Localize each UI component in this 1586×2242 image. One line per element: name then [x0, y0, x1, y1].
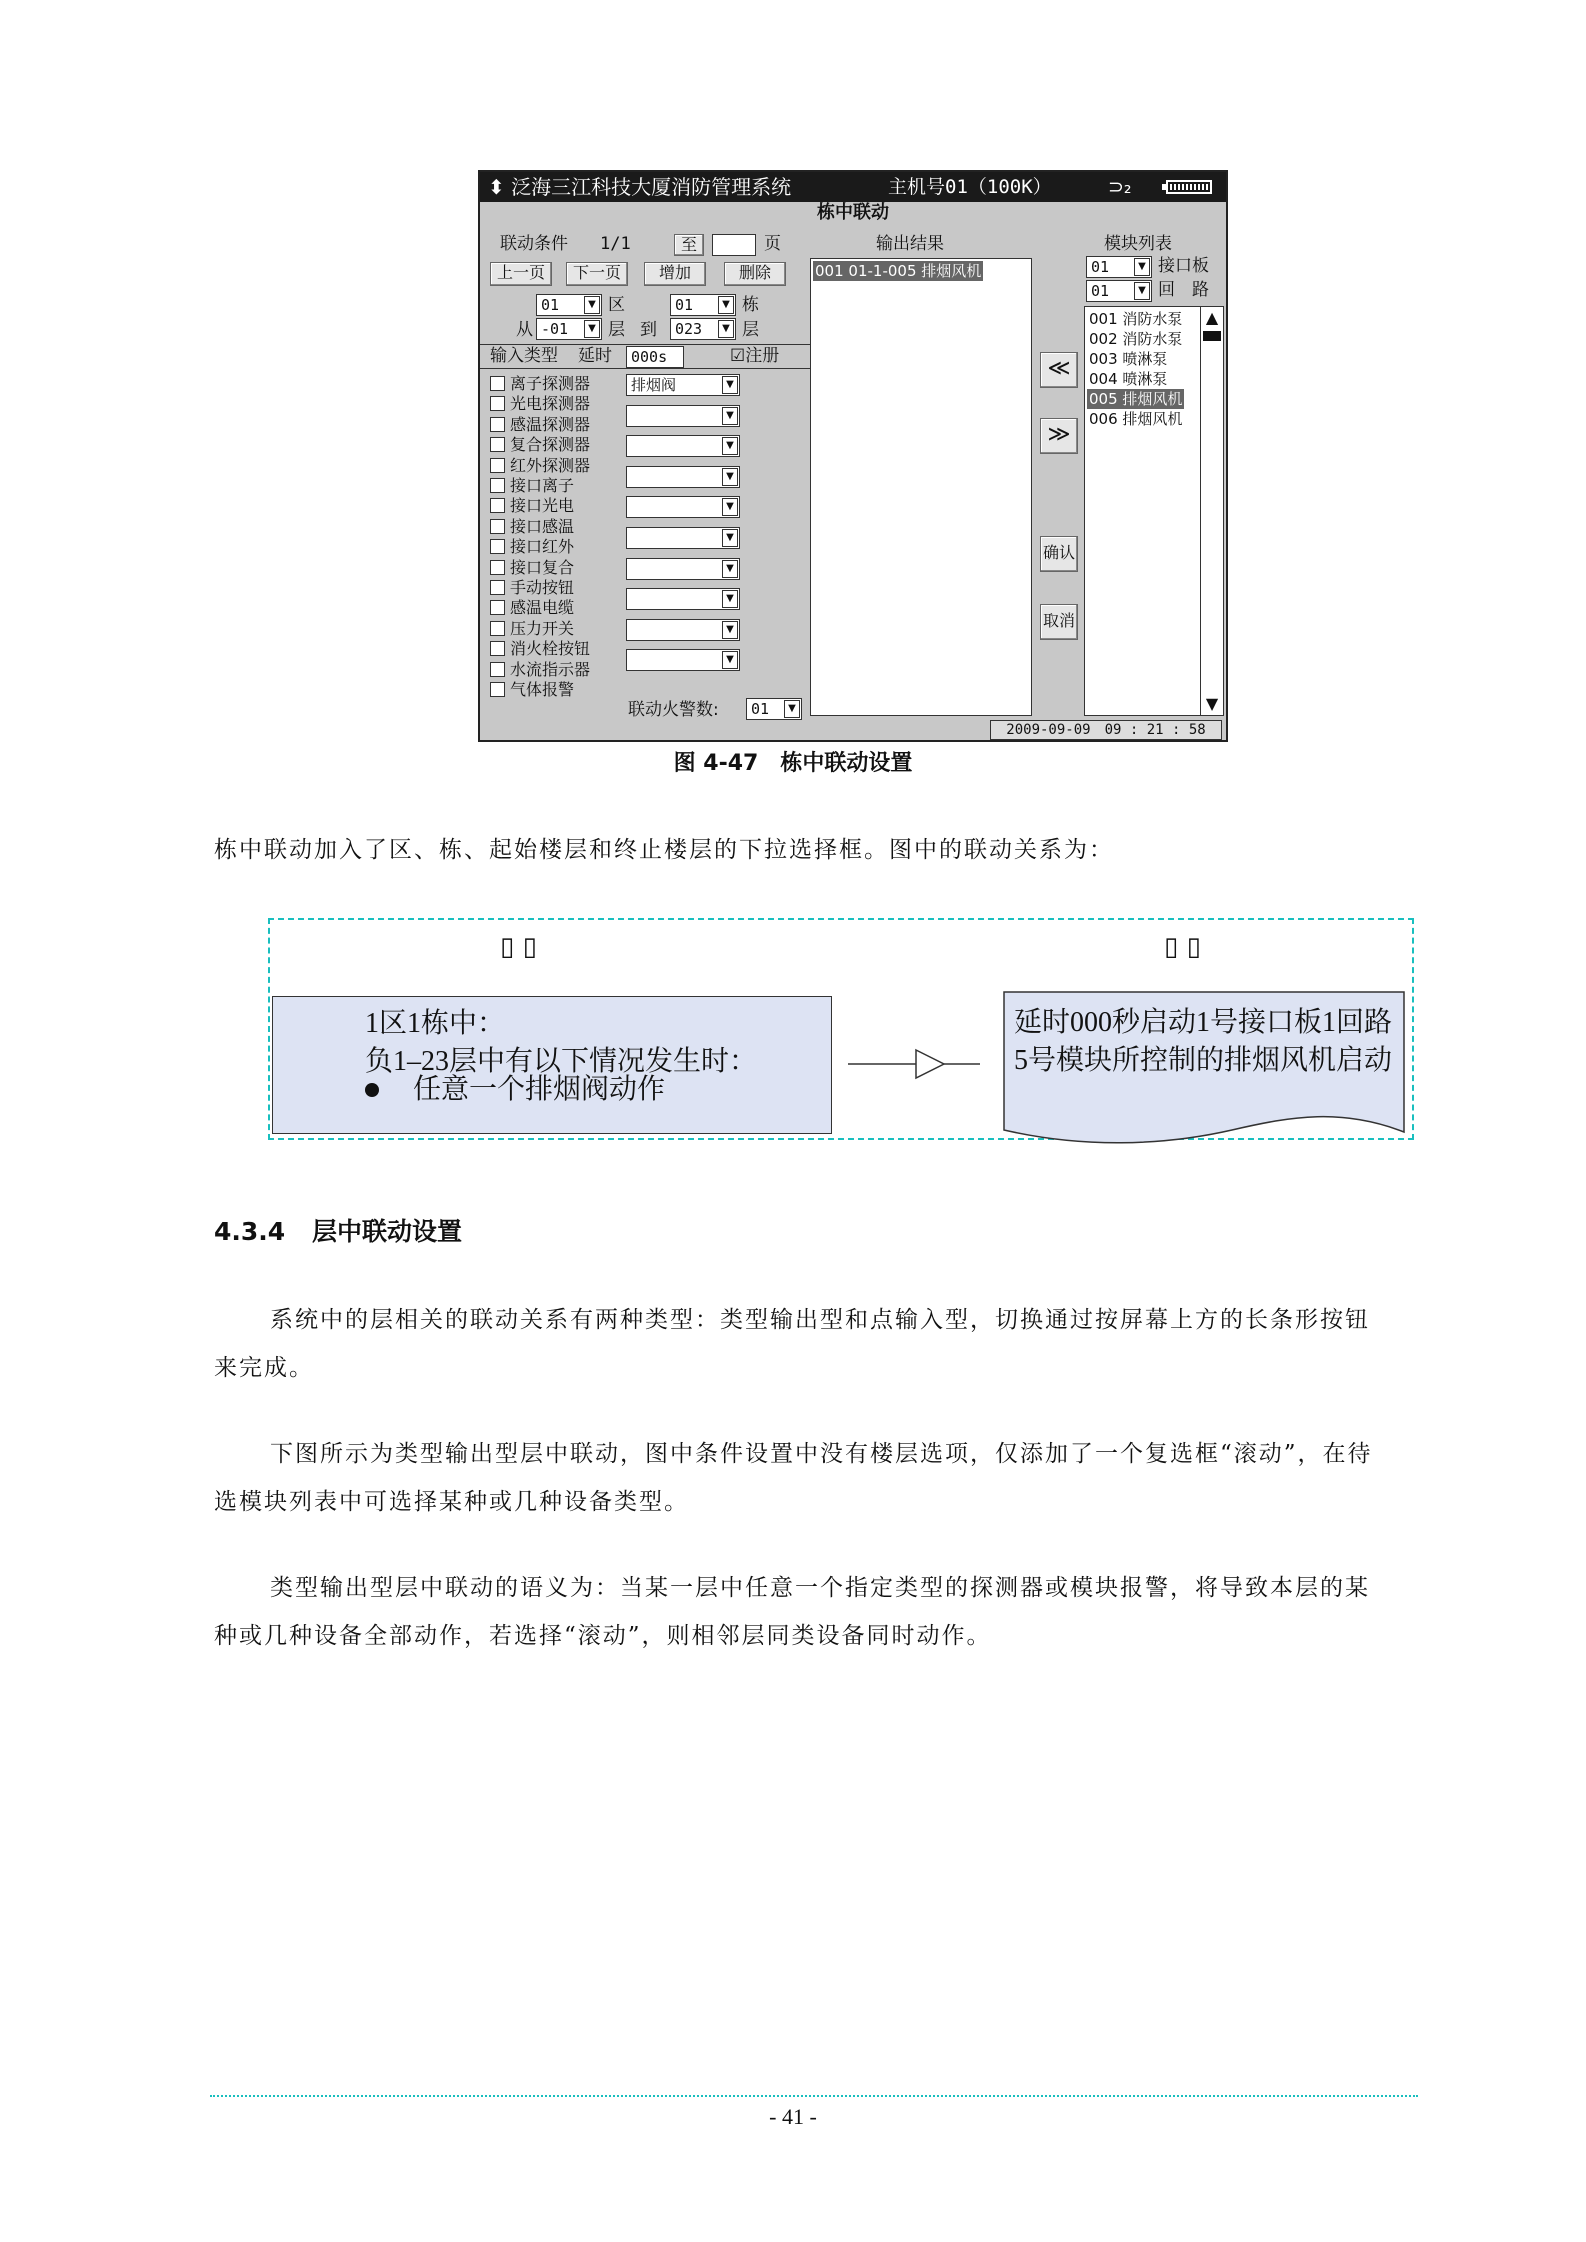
- module-list-item[interactable]: 004 喷淋泵: [1089, 370, 1168, 388]
- condition-box: [272, 996, 832, 1134]
- add-button[interactable]: 增加: [644, 262, 706, 286]
- body-paragraph: 下图所示为类型输出型层中联动，图中条件设置中没有楼层选项，仅添加了一个复选框“滚动”，在待选模块列表中可选择某种或几种设备类型。: [214, 1441, 1373, 1515]
- floor-from-select[interactable]: -01 ▼: [536, 318, 602, 340]
- section-heading: [214, 1212, 462, 1248]
- module-type-select[interactable]: [626, 466, 740, 488]
- interface-board-label: 接口板: [1158, 256, 1209, 276]
- input-type-checkbox[interactable]: [490, 478, 505, 493]
- section-number: 4.3.4: [214, 1217, 286, 1246]
- input-type-checkbox[interactable]: [490, 458, 505, 473]
- output-result-item[interactable]: 001 01-1-005 排烟风机: [815, 262, 982, 280]
- cancel-button[interactable]: 取消: [1040, 604, 1078, 640]
- chevron-down-icon: ▼: [722, 590, 738, 608]
- app-title: [488, 172, 791, 202]
- module-list[interactable]: [1084, 306, 1224, 716]
- scrollbar[interactable]: [1200, 307, 1223, 715]
- input-type-label: 离子探测器: [510, 374, 591, 393]
- input-type-label: 水流指示器: [510, 659, 591, 679]
- input-type-label: 感温电缆: [510, 598, 575, 618]
- register-checkbox[interactable]: ☑注册: [730, 346, 780, 366]
- module-type-select[interactable]: [626, 496, 740, 518]
- module-list-item[interactable]: 003 喷淋泵: [1089, 350, 1168, 368]
- chevron-down-icon: ▼: [722, 498, 738, 516]
- input-type-label: 接口感温: [510, 516, 575, 536]
- zone-label: 区: [608, 295, 625, 315]
- title-bar: [480, 172, 1226, 202]
- module-list-item[interactable]: 001 消防水泵: [1089, 310, 1183, 328]
- input-type-label: 手动按钮: [510, 578, 575, 597]
- input-type-label: 压力开关: [510, 618, 575, 638]
- input-type-checkbox[interactable]: [490, 437, 505, 452]
- floor-from-prefix: 从: [516, 320, 533, 340]
- building-select[interactable]: 01 ▼: [670, 294, 736, 316]
- condition-line: 负1–23层中有以下情况发生时：: [365, 1046, 758, 1077]
- chevron-down-icon: ▼: [718, 296, 734, 314]
- next-page-button[interactable]: 下一页: [566, 262, 628, 286]
- input-type-checkbox[interactable]: [490, 498, 505, 513]
- chevron-down-icon: ▼: [1134, 258, 1150, 276]
- chevron-down-icon: ▼: [784, 700, 800, 718]
- condition-page: 1/1: [600, 234, 631, 254]
- output-result-list[interactable]: [810, 258, 1032, 716]
- page-input[interactable]: [712, 234, 756, 256]
- module-type-select[interactable]: [626, 405, 740, 427]
- result-text: 延时000秒启动1号接口板1回路5号模块所控制的排烟风机启动: [1014, 1007, 1393, 1076]
- module-type-select[interactable]: [626, 558, 740, 580]
- page-label: 页: [764, 234, 781, 254]
- confirm-button[interactable]: 确认: [1040, 536, 1078, 572]
- goto-page-button[interactable]: 至: [674, 234, 704, 256]
- loop-label: 回 路: [1158, 280, 1209, 300]
- input-type-checkbox[interactable]: [490, 641, 505, 656]
- scroll-down-icon[interactable]: ▼: [1205, 694, 1219, 713]
- input-type-checkbox[interactable]: [490, 396, 505, 411]
- battery-icon: [1166, 180, 1212, 194]
- input-type-checkbox[interactable]: [490, 560, 505, 575]
- chevron-down-icon: ▼: [722, 468, 738, 486]
- input-type-checkbox[interactable]: [490, 682, 505, 697]
- condition-bullet-text: 任意一个排烟阀动作: [413, 1074, 666, 1105]
- loop-select[interactable]: 01 ▼: [1086, 280, 1152, 302]
- input-type-label: 光电探测器: [510, 394, 591, 414]
- floor-from-label: 层: [608, 320, 625, 340]
- figure-caption: 图 4-47 栋中联动设置: [673, 751, 913, 776]
- delete-button[interactable]: 删除: [724, 262, 786, 286]
- input-type-label: 气体报警: [510, 680, 575, 699]
- chevron-down-icon: ▼: [722, 651, 738, 669]
- fire-alarm-count-label: 联动火警数:: [628, 700, 719, 720]
- module-type-select[interactable]: [626, 619, 740, 641]
- chevron-down-icon: ▼: [722, 560, 738, 578]
- module-list-item[interactable]: 006 排烟风机: [1089, 410, 1183, 428]
- chevron-down-icon: ▼: [722, 407, 738, 425]
- intro-paragraph: 栋中联动加入了区、栋、起始楼层和终止楼层的下拉选择框。图中的联动关系为：: [214, 837, 1114, 863]
- chevron-down-icon: ▼: [722, 437, 738, 455]
- floor-to-label: 层: [742, 320, 759, 340]
- section-title: 层中联动设置: [312, 1217, 463, 1246]
- diagram-glyph-right: ▯ ▯: [1164, 932, 1201, 962]
- app-title-text: 泛海三江科技大厦消防管理系统: [511, 175, 792, 199]
- input-type-label: 复合探测器: [510, 435, 591, 455]
- host-label: 主机号01（100K）: [888, 176, 1052, 198]
- input-type-label: 接口光电: [510, 496, 575, 516]
- input-type-label: 输入类型: [490, 346, 558, 366]
- input-type-label: 感温探测器: [510, 414, 591, 434]
- input-type-checkbox[interactable]: [490, 417, 505, 432]
- body-paragraph: 类型输出型层中联动的语义为：当某一层中任意一个指定类型的探测器或模块报警，将导致本层的某种或几种设备全部动作，若选择“滚动”，则相邻层同类设备同时动作。: [214, 1575, 1370, 1649]
- screen-title: 栋中联动: [817, 202, 889, 223]
- input-type-checkbox[interactable]: [490, 519, 505, 534]
- module-list-item[interactable]: 005 排烟风机: [1089, 390, 1183, 408]
- input-type-checkbox[interactable]: [490, 621, 505, 636]
- input-type-label: 接口离子: [510, 476, 575, 495]
- bullet-icon: [365, 1083, 379, 1097]
- body-paragraph: 系统中的层相关的联动关系有两种类型：类型输出型和点输入型，切换通过按屏幕上方的长条形按钮来完成。: [214, 1307, 1370, 1381]
- plug-icon: ⊃₂: [1108, 176, 1132, 198]
- chevron-down-icon: ▼: [722, 621, 738, 639]
- status-datetime: 2009-09-09 09 : 21 : 58: [990, 720, 1222, 740]
- floor-to-select[interactable]: 023 ▼: [670, 318, 736, 340]
- chevron-down-icon: ▼: [718, 320, 734, 338]
- condition-line: 1区1栋中：: [365, 1008, 506, 1039]
- input-type-label: 接口红外: [510, 537, 575, 557]
- input-type-checkbox[interactable]: [490, 580, 505, 595]
- input-type-label: 接口复合: [510, 557, 575, 577]
- input-type-checkbox[interactable]: [490, 600, 505, 615]
- linkage-screen-figure: [478, 170, 1228, 742]
- move-right-button[interactable]: ≫: [1040, 418, 1078, 454]
- chevron-down-icon: ▼: [584, 296, 600, 314]
- updown-arrow-icon: ⬍: [488, 175, 505, 199]
- input-type-label: 红外探测器: [510, 455, 591, 475]
- input-type-checkbox[interactable]: [490, 376, 505, 391]
- floor-to-prefix: 到: [640, 320, 657, 340]
- interface-board-select[interactable]: 01 ▼: [1086, 256, 1152, 278]
- condition-label: 联动条件: [500, 234, 568, 254]
- diagram-glyph-left: ▯ ▯: [500, 932, 537, 962]
- flow-arrow: [848, 1044, 988, 1084]
- scroll-thumb[interactable]: [1203, 331, 1221, 341]
- module-type-select[interactable]: [626, 588, 740, 610]
- module-type-select[interactable]: 排烟阀 ▼: [626, 374, 740, 396]
- chevron-down-icon: ▼: [722, 529, 738, 547]
- module-list-item[interactable]: 002 消防水泵: [1089, 330, 1183, 348]
- divider: [480, 368, 810, 369]
- result-box: [1002, 990, 1406, 1148]
- footer-divider: [210, 2095, 1418, 2097]
- chevron-down-icon: ▼: [722, 376, 738, 394]
- page-number: - 41 -: [769, 2104, 817, 2129]
- move-left-button[interactable]: ≪: [1040, 352, 1078, 388]
- building-label: 栋: [742, 295, 759, 315]
- chevron-down-icon: ▼: [584, 320, 600, 338]
- module-list-label: 模块列表: [1104, 234, 1172, 254]
- module-type-select[interactable]: [626, 527, 740, 549]
- fire-alarm-count-select[interactable]: 01 ▼: [746, 698, 802, 720]
- prev-page-button[interactable]: 上一页: [490, 262, 552, 286]
- delay-select[interactable]: 000s: [626, 346, 684, 368]
- chevron-down-icon: ▼: [1134, 282, 1150, 300]
- output-result-label: 输出结果: [876, 234, 944, 254]
- input-type-checkbox[interactable]: [490, 662, 505, 677]
- module-type-select[interactable]: [626, 435, 740, 457]
- module-type-select[interactable]: [626, 649, 740, 671]
- delay-label: 延时: [578, 346, 612, 366]
- input-type-checkbox[interactable]: [490, 539, 505, 554]
- scroll-up-icon[interactable]: ▲: [1205, 308, 1219, 327]
- input-type-label: 消火栓按钮: [510, 639, 591, 659]
- zone-select[interactable]: 01 ▼: [536, 294, 602, 316]
- divider: [480, 344, 810, 345]
